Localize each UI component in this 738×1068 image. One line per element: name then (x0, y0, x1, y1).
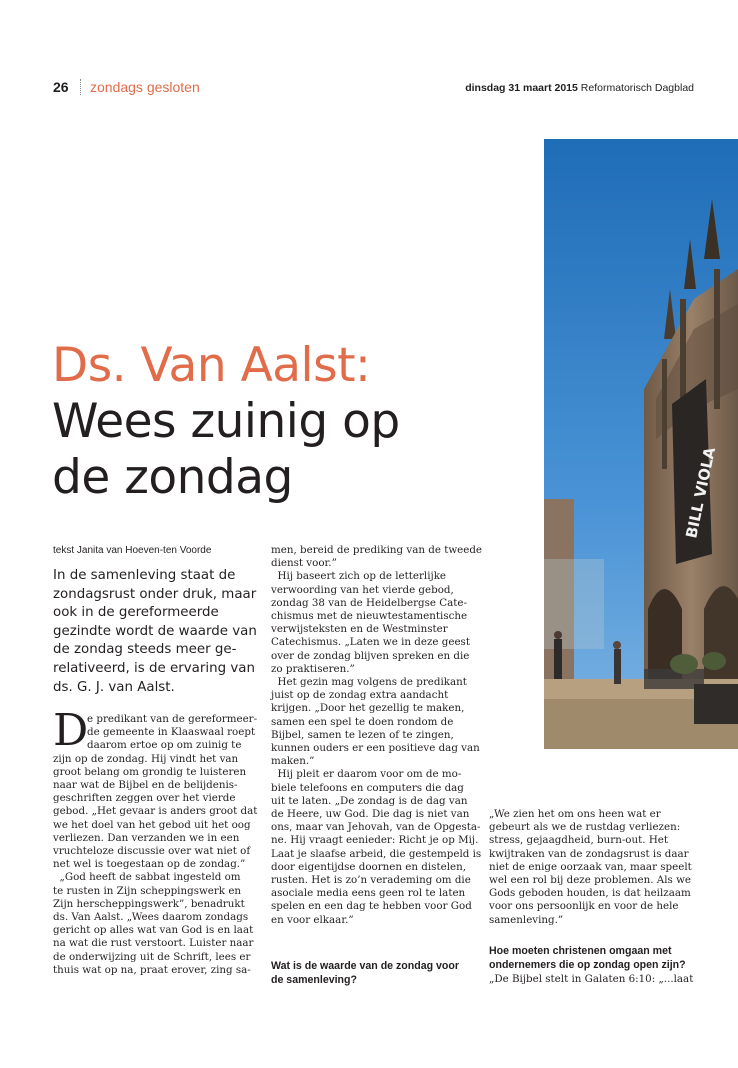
body-line: zijn op de zondag. Hij vindt het van (53, 752, 239, 765)
byline: tekst Janita van Hoeven-ten Voorde (53, 545, 212, 556)
body-line: chismus met de nieuwtestamentische (271, 610, 468, 623)
body-line: vruchteloze discussie over wat niet of (53, 845, 251, 858)
body-line: ds. Van Aalst. „Wees daarom zondags (53, 911, 249, 924)
intro-line: ds. G. J. van Aalst. (53, 679, 175, 695)
body-line: krijgen. „Door het gezellig te maken, (271, 702, 465, 715)
interview-question (271, 960, 459, 987)
body-line: Het gezin mag volgens de predikant (271, 676, 467, 689)
body-line: dienst voor.” (271, 557, 337, 570)
banner-text: BILL VIOLA (682, 445, 720, 540)
body-line: Catechismus. „Laten we in deze geest (271, 636, 470, 649)
body-line: na wat die rust verstoort. Luister naar (53, 937, 254, 950)
page-number: 26 (53, 79, 69, 95)
intro-line: de zondag steeds meer ge- (53, 642, 237, 658)
body-line: niet de enige oorzaak van, maar speelt (489, 860, 692, 873)
body-line: „We zien het om ons heen wat er (489, 808, 661, 820)
body-line: verliezen. Dan verzanden we in een (53, 831, 240, 844)
body-line: door eigentijdse doornen en distelen, (271, 860, 466, 873)
body-line: rusten. Het is zo’n verademing om die (271, 874, 471, 887)
header-divider (80, 79, 81, 95)
body-column-2 (271, 544, 483, 927)
body-line: voor ons persoonlijk en voor de hele (489, 900, 679, 913)
intro-line: In de samenleving staat de (53, 568, 236, 583)
body-line: maken.” (271, 755, 315, 768)
body-line: kwijtraken van de zondagsrust is daar (489, 847, 689, 860)
body-line: verwijsteksten en de Westminster (271, 623, 448, 636)
body-line: Bijbel, samen te lezen of te zingen, (271, 728, 454, 741)
headline-line-2: Wees zuinig op (52, 394, 400, 449)
body-line: „God heeft de sabbat ingesteld om (53, 871, 241, 884)
body-line: stress, gejaagdheid, burn-out. Het (489, 834, 669, 847)
body-line: uit te laten. „De zondag is de dag van (271, 794, 468, 807)
body-line: asociale media eens geen rol te laten (271, 887, 466, 900)
body-line: biele telefoons en computers die dag (271, 781, 464, 794)
body-line: Zijn herscheppingswerk”, benadrukt (53, 897, 245, 910)
article-headline (52, 338, 400, 506)
body-line: net wel is toegestaan op de zondag.” (53, 858, 246, 871)
body-line: Hij pleit er daarom voor om de mo- (271, 768, 462, 781)
body-line: groot belang om grondig te luisteren (53, 765, 247, 778)
body-line: men, bereid de prediking van de tweede (271, 544, 483, 556)
publication-name: Reformatorisch Dagblad (580, 82, 694, 94)
body-line: te rusten in Zijn scheppingswerk en (53, 884, 242, 897)
intro-line: gezindte wordt de waarde van (53, 623, 257, 639)
question-line: Wat is de waarde van de zondag voor (271, 960, 459, 972)
interview-question (489, 945, 686, 972)
body-line: de Heere, uw God. Die dag is niet van (271, 808, 470, 821)
body-line: we het doel van het gebod uit het oog (53, 818, 251, 831)
body-line: ne. Hij vraagt eenieder: Richt je op Mij. (271, 834, 479, 847)
body-line: de onderwijzing uit de Schrift, lees er (53, 950, 251, 963)
body-line: de gemeente in Klaaswaal roept (87, 726, 256, 739)
body-line: over de zondag blijven spreken en die (271, 649, 470, 662)
body-line: samenleving.” (489, 913, 564, 926)
issue-date: dinsdag 31 maart 2015 (465, 82, 578, 94)
question-line: ondernemers die op zondag open zijn? (489, 958, 686, 971)
header-dateline (465, 82, 694, 94)
intro-line: ook in de gereformeerde (53, 605, 219, 621)
body-line: Gods geboden houden, is dat heilzaam (489, 887, 691, 900)
body-line: ons, maar van Jehovah, van de Opgesta- (271, 821, 481, 834)
section-title: zondags gesloten (90, 79, 200, 95)
body-line: thuis wat op na, praat erover, zing sa- (53, 963, 251, 976)
body-column-3 (489, 808, 694, 927)
body-line: daarom ertoe op om zuinig te (87, 739, 242, 752)
question-line: Hoe moeten christenen omgaan met (489, 945, 672, 957)
church-photo (544, 139, 738, 749)
headline-speaker: Ds. Van Aalst: (52, 338, 371, 393)
body-line: samen een spel te doen rondom de (271, 715, 454, 728)
body-line: zo praktiseren.” (271, 662, 355, 675)
body-line: juist op de zondag extra aandacht (271, 689, 449, 702)
body-line: kunnen ouders er een positieve dag van (271, 742, 480, 755)
intro-paragraph (53, 567, 258, 697)
question-line: de samenleving? (271, 973, 357, 986)
body-column-1 (53, 713, 258, 977)
body-line: naar wat de Bijbel en de belijdenis- (53, 779, 238, 792)
body-line: gebod. „Het gevaar is anders groot dat (53, 805, 258, 818)
body-line: gericht op alles wat van God is en laat (53, 924, 254, 937)
body-line: en voor elkaar.” (271, 913, 354, 926)
body-line: spelen en een dag te hebben voor God (271, 900, 472, 913)
body-line: „De Bijbel stelt in Galaten 6:10: „...laat (489, 973, 694, 985)
body-line: Hij baseert zich op de letterlijke (271, 570, 447, 583)
body-line: verwoording van het vierde gebod, (271, 583, 454, 596)
body-line: zondag 38 van de Heidelbergse Cate- (271, 596, 467, 609)
body-line: e predikant van de gereformeer- (87, 713, 258, 725)
headline-line-3: de zondag (52, 450, 293, 505)
body-line: gebeurt als we de rustdag verliezen: (489, 821, 681, 834)
body-line: wel een rol bij deze problemen. Als we (489, 874, 692, 887)
intro-line: relativeerd, is de ervaring van (53, 660, 255, 676)
intro-line: zondagsrust onder druk, maar (53, 586, 257, 602)
body-line: Laat je slaafse arbeid, die gestempeld is (271, 847, 482, 860)
drop-cap: D (53, 705, 89, 756)
body-line: geschriften zeggen over het vierde (53, 792, 236, 805)
